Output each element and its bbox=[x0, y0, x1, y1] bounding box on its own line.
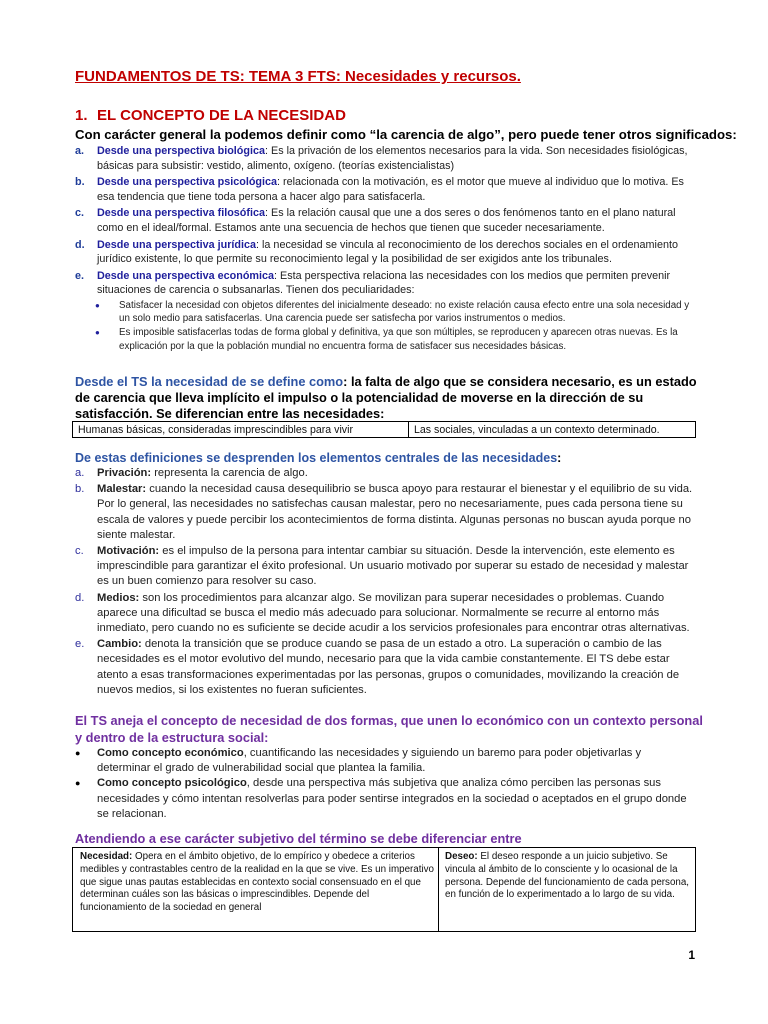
item-label: Cambio: bbox=[97, 638, 142, 651]
desire-label: Deseo: bbox=[445, 851, 478, 862]
item-label: Privación: bbox=[97, 467, 152, 479]
list-letter: d. bbox=[75, 238, 85, 251]
elements-heading bbox=[75, 451, 561, 465]
bullet-icon: ● bbox=[75, 748, 81, 758]
item-label: Desde una perspectiva económica bbox=[97, 269, 275, 282]
need-label: Necesidad: bbox=[80, 851, 133, 862]
item-label: Medios: bbox=[97, 591, 140, 604]
bullet-icon: ● bbox=[95, 300, 100, 310]
elements-list bbox=[75, 466, 695, 699]
list-item bbox=[75, 746, 695, 776]
item-text: son los procedimientos para alcanzar algo. Se movilizan para superar necesidades o problemas. Cuando aparece una dificultad se busca el medio más adecuado para solucionar. Normalmente se recurre al entorno más inmediato, pero cuando no es suficiente se decide acudir a los servicios profesionales para encontrar otras alternativas. bbox=[97, 591, 690, 635]
list-item bbox=[75, 144, 695, 173]
page-number: 1 bbox=[688, 948, 695, 962]
list-letter: e. bbox=[75, 269, 85, 282]
list-letter: e. bbox=[75, 638, 85, 651]
item-text: : Es la privación de los elementos necesarios para la vida. Son necesidades fisiológicas, básicas para subsistir: vestido, alimento, oxígeno. (teorías existencialistas) bbox=[97, 145, 688, 172]
item-text: : Es la relación causal que une a dos seres o dos fenómenos tanto en el plano natural como en el ideal/formal. Estamos ante una secuencia de hechos que tienen que suceder necesariamente. bbox=[97, 207, 676, 234]
item-label: Desde una perspectiva filosófica bbox=[97, 207, 266, 220]
list-item bbox=[75, 482, 695, 543]
needs-table bbox=[72, 421, 696, 438]
section-heading bbox=[75, 107, 346, 124]
item-text: , desde una perspectiva más subjetiva que analiza cómo perciben las personas sus necesidades y cómo intentan resolverlas para poder sentirse integrados en la sociedad o aceptados en el grupo donde se relacionan. bbox=[97, 777, 687, 820]
item-text: cuando la necesidad causa desequilibrio se busca apoyo para restaurar el bienestar y el equilibrio de su vida. Por lo general, las necesidades no satisfechas causan malestar, pero no necesariamente, pues cada persona tiene su escala de valores y puede percibir los acontecimientos de forma distinta. Algunas personas no buscan ayuda porque no siente malestar. bbox=[97, 483, 693, 541]
section-number: 1. bbox=[75, 107, 88, 124]
ts-definition-lead: Desde el TS la necesidad de se define como bbox=[75, 374, 344, 389]
section-title: EL CONCEPTO DE LA NECESIDAD bbox=[97, 107, 346, 124]
item-label: Como concepto económico bbox=[97, 747, 244, 759]
sub-bullet-text: Satisfacer la necesidad con objetos diferentes del inicialmente deseado: no existe relación causa efecto entre una sola necesidad y un solo medio para satisfacerlas. Una carencia puede ser satisfecha por varios instrumentos o medios. bbox=[119, 299, 690, 325]
document-title: FUNDAMENTOS DE TS: TEMA 3 FTS: Necesidades y recursos. bbox=[75, 68, 521, 85]
intro-paragraph: Con carácter general la podemos definir como “la carencia de algo”, pero puede tener otros significados: bbox=[75, 127, 737, 142]
subjective-heading: Atendiendo a ese carácter subjetivo del término se debe diferenciar entre bbox=[75, 831, 522, 846]
list-letter: a. bbox=[75, 467, 85, 479]
item-label: Desde una perspectiva biológica bbox=[97, 145, 266, 157]
list-item bbox=[75, 466, 695, 481]
need-vs-desire-table bbox=[72, 847, 696, 932]
bullet-icon: ● bbox=[95, 328, 100, 338]
item-label: Malestar: bbox=[97, 483, 147, 496]
list-letter: c. bbox=[75, 207, 85, 220]
forms-list bbox=[75, 746, 695, 822]
ts-definition-paragraph bbox=[75, 374, 697, 422]
item-label: Desde una perspectiva psicológica bbox=[97, 176, 278, 189]
sub-bullet-text: Es imposible satisfacerlas todas de forma global y definitiva, ya que son múltiples, se reproducen y aparecen otras nuevas. Es la explicación por la que la población mundial no encuentra forma de satisfacer sus necesidades básicas. bbox=[119, 327, 678, 352]
desire-text: El deseo responde a un juicio subjetivo. Se vincula al ámbito de lo consciente y lo ocasional de la persona. Depende del funcionamiento de cada persona, en función de lo experimentado a lo largo de su vida. bbox=[445, 851, 690, 901]
list-letter: b. bbox=[75, 483, 85, 496]
list-letter: b. bbox=[75, 176, 85, 189]
item-label: Como concepto psicológico bbox=[97, 777, 247, 790]
elements-heading-text: De estas definiciones se desprenden los elementos centrales de las necesidades bbox=[75, 451, 558, 465]
elements-heading-colon: : bbox=[557, 451, 562, 465]
item-text: representa la carencia de algo. bbox=[151, 467, 308, 479]
ts-definition-text: : la falta de algo que se considera necesario, es un estado de carencia que lleva implícito el impulso o la potencialidad de moverse en la dirección de su satisfacción. Se diferencian entre las necesidades: bbox=[75, 374, 697, 421]
sub-bullet bbox=[95, 299, 695, 325]
item-text: , cuantificando las necesidades y siguiendo un baremo para poder objetivarlas y determinar el grado de vulnerabilidad social que plantea la familia. bbox=[97, 747, 642, 775]
need-text: Opera en el ámbito objetivo, de lo empírico y obedece a criterios medibles y contrastables centro de la realidad en la que se vive. Es un imperativo que sigue unas pautas establecidas en contexto social consensuado en el que determinan cuáles son las básicas o imprescindibles. Depende del funcionamiento de la sociedad en general bbox=[80, 851, 434, 914]
list-item bbox=[75, 206, 695, 235]
item-label: Motivación: bbox=[97, 545, 160, 558]
perspectives-list bbox=[75, 144, 695, 353]
list-letter: c. bbox=[75, 545, 84, 558]
list-item bbox=[75, 238, 695, 267]
list-item bbox=[75, 544, 695, 590]
list-item bbox=[75, 776, 695, 822]
list-item bbox=[75, 591, 695, 637]
list-letter: d. bbox=[75, 591, 85, 604]
list-item bbox=[75, 637, 695, 698]
bullet-icon: ● bbox=[75, 778, 81, 789]
needs-table-cell: Humanas básicas, consideradas imprescindibles para vivir bbox=[73, 422, 409, 437]
needs-table-cell: Las sociales, vinculadas a un contexto determinado. bbox=[414, 423, 660, 436]
item-text: denota la transición que se produce cuando se pasa de un estado a otro. La superación o cambio de las necesidades es el motor evolutivo del mundo, necesario para que la vida cambie constantemente. El TS debe estar atento a esas transformaciones experimentadas por las personas, grupos o comunidades, movilizando la creación de nuevos medios, si los existentes no fueran suficientes. bbox=[97, 638, 680, 696]
item-label: Desde una perspectiva jurídica bbox=[97, 238, 257, 251]
list-letter: a. bbox=[75, 145, 85, 157]
desire-cell bbox=[439, 848, 695, 931]
ts-forms-heading: El TS aneja el concepto de necesidad de dos formas, que unen lo económico con un contexto personal y dentro de la estructura social: bbox=[75, 713, 703, 745]
list-item bbox=[75, 175, 695, 204]
item-text: : relacionada con la motivación, es el motor que mueve al individuo que lo motiva. Es esa tendencia que tiene toda persona a hacer algo para satisfacerla. bbox=[97, 176, 684, 203]
item-text: es el impulso de la persona para intentar cambiar su situación. Desde la intervención, este elemento es imprescindible para garantizar el éxito profesional. Un usuario motivado por superar su estado de necesidad y malestar es un buen comienzo para resolver su caso. bbox=[97, 545, 689, 588]
list-item bbox=[75, 269, 695, 298]
item-text: : Esta perspectiva relaciona las necesidades con los medios que permiten prevenir situaciones de carencia o subsanarlas. Tienen dos peculiaridades: bbox=[97, 269, 671, 297]
need-cell bbox=[73, 848, 439, 931]
item-text: : la necesidad se vincula al reconocimiento de los derechos sociales en el ordenamiento jurídico existente, lo que permite su reconocimiento legal y la posibilidad de ser exigidos ante los tribunales. bbox=[97, 238, 678, 266]
sub-bullet bbox=[95, 326, 695, 352]
